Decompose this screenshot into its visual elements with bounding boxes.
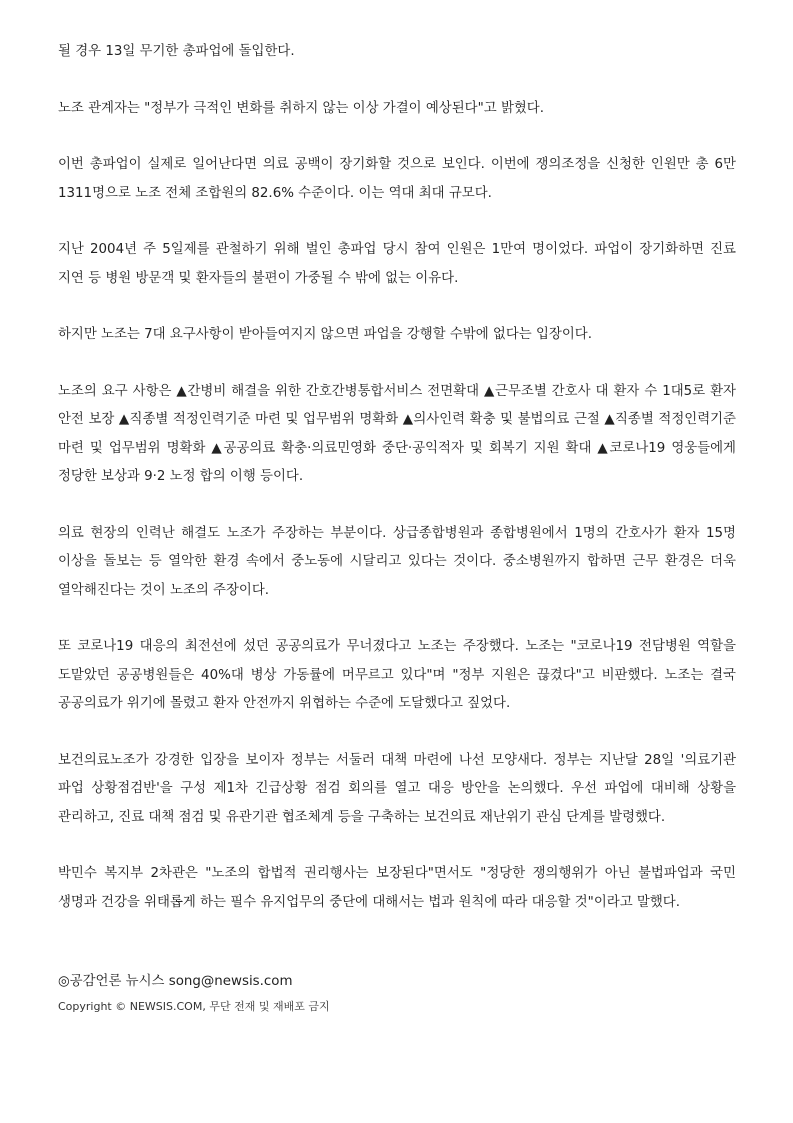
article-footer: [58, 971, 736, 1017]
article-paragraph: 의료 현장의 인력난 해결도 노조가 주장하는 부분이다. 상급종합병원과 종합병원에서 1명의 간호사가 환자 15명 이상을 돌보는 등 열악한 환경 속에서 중노동에 시달리고 있다는 것이다. 중소병원까지 합하면 근무 환경은 더욱 열악해진다는 것이 노조의 주장이다.: [58, 525, 736, 598]
article-paragraph: 보건의료노조가 강경한 입장을 보이자 정부는 서둘러 대책 마련에 나선 모양새다. 정부는 지난달 28일 '의료기관 파업 상황점검반'을 구성 제1차 긴급상황 점검 회의를 열고 대응 방안을 논의했다. 우선 파업에 대비해 상황을 관리하고, 진료 대책 점검 및 유관기관 협조체계 등을 구축하는 보건의료 재난위기 관심 단계를 발령했다.: [58, 752, 736, 825]
article-paragraph: 노조 관계자는 "정부가 극적인 변화를 취하지 않는 이상 가결이 예상된다"고 밝혔다.: [58, 100, 545, 116]
article-paragraph: 이번 총파업이 실제로 일어난다면 의료 공백이 장기화할 것으로 보인다. 이번에 쟁의조정을 신청한 인원만 총 6만 1311명으로 노조 전체 조합원의 82.6% 수준이다. 이는 역대 최대 규모다.: [58, 157, 736, 201]
byline: ◎공감언론 뉴시스 song@newsis.com: [58, 974, 293, 989]
article-paragraph: 박민수 복지부 2차관은 "노조의 합법적 권리행사는 보장된다"면서도 "정당한 쟁의행위가 아닌 불법파업과 국민 생명과 건강을 위태롭게 하는 필수 유지업무의 중단에 대해서는 법과 원칙에 따라 대응할 것"이라고 말했다.: [58, 866, 736, 910]
copyright-notice: Copyright © NEWSIS.COM, 무단 전재 및 재배포 금지: [58, 1000, 330, 1013]
article-paragraph: 노조의 요구 사항은 ▲간병비 해결을 위한 간호간병통합서비스 전면확대 ▲근무조별 간호사 대 환자 수 1대5로 환자 안전 보장 ▲직종별 적정인력기준 마련 및 업무범위 명확화 ▲의사인력 확충 및 불법의료 근절 ▲직종별 적정인력기준 마련 및 업무범위 명확화 ▲공공의료 확충·의료민영화 중단·공익적자 및 회복기 지원 확대 ▲코로나19 영웅들에게 정당한 보상과 9·2 노정 합의 이행 등이다.: [58, 383, 736, 484]
article-paragraph: 하지만 노조는 7대 요구사항이 받아들여지지 않으면 파업을 강행할 수밖에 없다는 입장이다.: [58, 327, 592, 342]
article-body: [58, 38, 736, 917]
article-paragraph: 될 경우 13일 무기한 총파업에 돌입한다.: [58, 44, 295, 59]
article-paragraph: 지난 2004년 주 5일제를 관철하기 위해 벌인 총파업 당시 참여 인원은 1만여 명이었다. 파업이 장기화하면 진료 지연 등 병원 방문객 및 환자들의 불편이 가중될 수 밖에 없는 이유다.: [58, 242, 736, 286]
article-paragraph: 또 코로나19 대응의 최전선에 섰던 공공의료가 무너졌다고 노조는 주장했다. 노조는 "코로나19 전담병원 역할을 도맡았던 공공병원들은 40%대 병상 가동률에 머무르고 있다"며 "정부 지원은 끊겼다"고 비판했다. 노조는 결국 공공의료가 위기에 몰렸고 환자 안전까지 위협하는 수준에 도달했다고 짚었다.: [58, 639, 736, 711]
